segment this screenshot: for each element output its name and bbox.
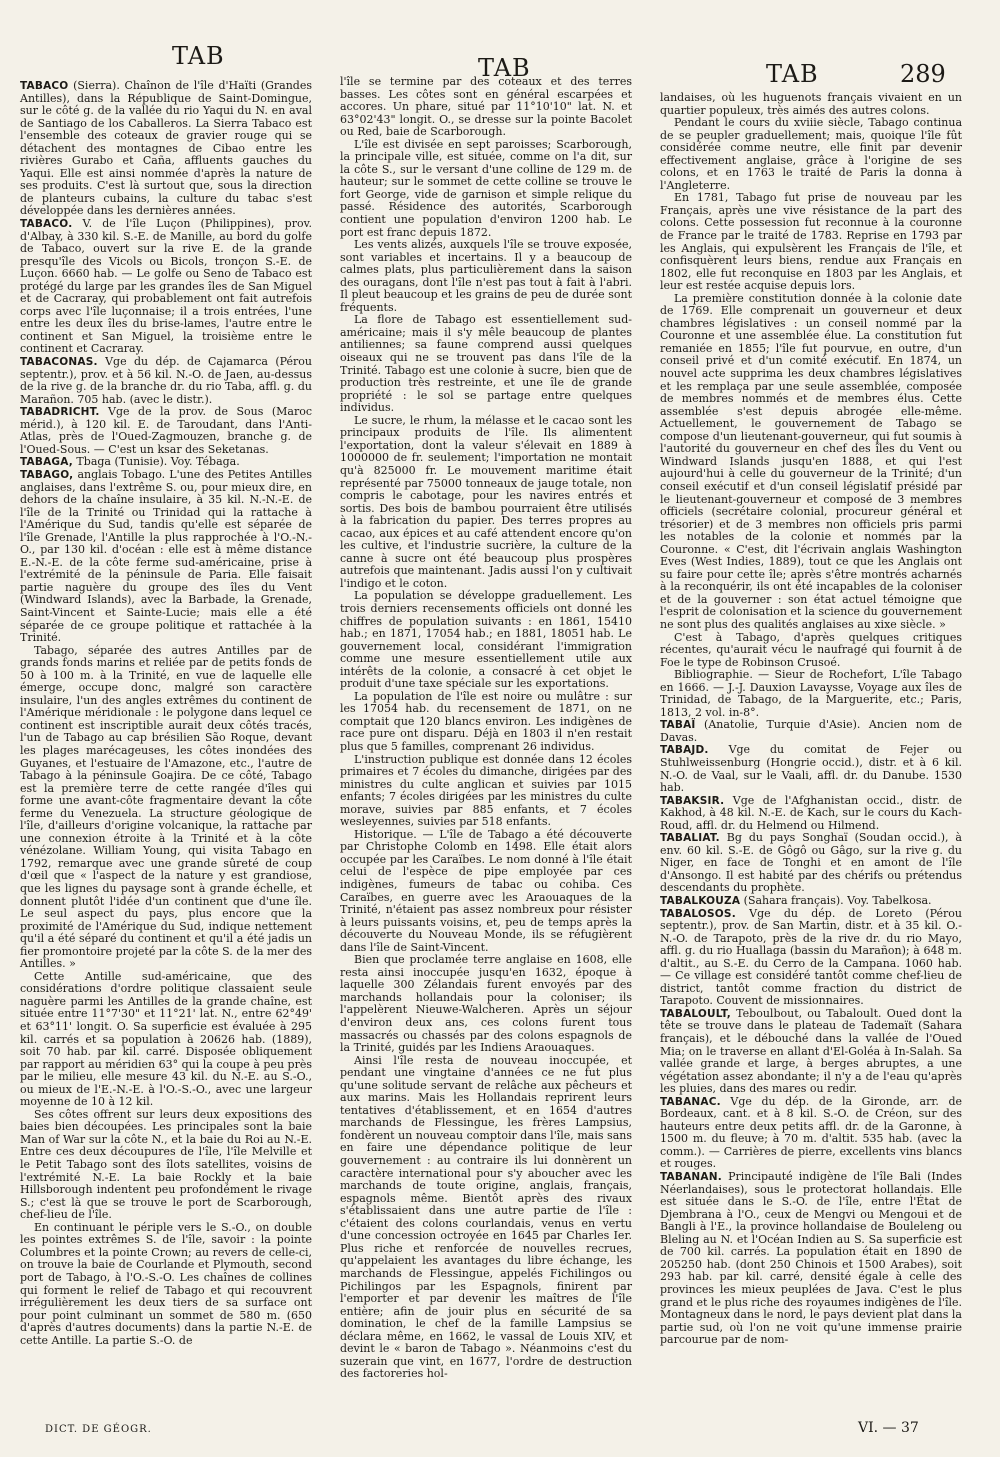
entry-headword: TABALKOUZA (660, 895, 741, 907)
entry-text: Vge du dép. de Loreto (Pérou septentr.), prov. de San Martin, distr. et à 35 kil. O.-N.-O. de Tarapoto, près de la rive dr. du rio Mayo, affl. g. du rio Huallaga (bassin du Marañon); à 648 m. d'altit., au S.-E. du Cerro de la Campana. 1060 hab. — Ce village est considéré tantôt comme chef-lieu de district, tantôt comme fraction du district de Tarapoto. Couvent de missionnaires. (660, 906, 962, 1008)
continued-paragraph: landaises, où les huguenots français vivaient en un quartier populeux, très aimés des autres colons. (660, 91, 962, 117)
entry-text: Teboulbout, ou Tabaloult. Oued dont la tête se trouve dans le plateau de Tademaït (Sahara français), et le débouché dans la vallée de l'Oued Mia; on le traverse en allant d'El-Goléa à In-Salah. Sa vallée grande et large, à berges abruptes, a une végétation assez abondante; il n'y a de l'eau qu'après les pluies, dans des mares ou redir. (660, 1006, 962, 1096)
entry-text: (Anatolie, Turquie d'Asie). Ancien nom de Davas. (660, 718, 962, 744)
paragraph: Bien que proclamée terre anglaise en 1608, elle resta ainsi inoccupée jusqu'en 1632, époque à laquelle 300 Zélandais furent envoyés par des marchands hollandais pour la coloniser; ils l'appelèrent Nieuwe-Walcheren. Après un séjour d'environ deux ans, ces colons furent tous massacrés ou chassés par des colons espagnols de la Trinité, guidés par les Indiens Araouaques. (340, 953, 632, 1055)
entry-text: (Sahara français). Voy. Tabelkosa. (740, 894, 932, 907)
entry-headword: TABAJD. (660, 744, 709, 757)
entry-headword: TABAGA, (20, 456, 73, 469)
running-head-right: TAB (766, 60, 819, 88)
entry-headword: TABADRICHT. (20, 406, 100, 419)
paragraph: La population de l'île est noire ou mulâtre : sur les 17054 hab. du recensement de 1871, on ne comptait que 120 blancs environ. Les indigènes de race pure ont disparu. Déjà en 1803 il n'en restait plus que 5 familles, comprenant 26 individus. (340, 689, 632, 753)
paragraph: La population se développe graduellement. Les trois derniers recensements officiels ont donné les chiffres de population suivants : en 1861, 15410 hab.; en 1871, 17054 hab.; en 1881, 18051 hab. Le gouvernement local, considérant l'immigration comme une mesure essentiellement utile aux intérêts de la colonie, a consacré à cet objet le produit d'une taxe spéciale sur les exportations. (340, 589, 632, 691)
continued-paragraph: l'île se termine par des coteaux et des terres basses. Les côtes sont en général escarpées et accores. Un phare, situé par 11°10'10" lat. N. et 63°02'43" longit. O., se dresse sur la pointe Bacolet ou Red, baie de Scarborough. (340, 75, 632, 139)
paragraph: Le sucre, le rhum, la mélasse et le cacao sont les principaux produits de l'île. Ils alimentent l'exportation, dont la valeur s'élevait en 1889 à 1000000 de fr. seulement; l'importation ne montait qu'à 825000 fr. Le mouvement maritime était représenté par 75000 tonneaux de jauge totale, non compris le cabotage, pour les navires entrés et sortis. Des bois de bambou pourraient être utilisés à la fabrication du papier. Des terres propres au cacao, aux épices et au café attendent encore qu'on les cultive, et l'industrie sucrière, la culture de la canne à sucre ont été beaucoup plus prospères autrefois que maintenant. Jadis aussi l'on y cultivait l'indigo et le coton. (340, 413, 632, 590)
dictionary-entry (660, 795, 962, 833)
paragraph: Bibliographie. — Sieur de Rochefort, L'île Tabago en 1666. — J.-J. Dauxion Lavaysse, Voyage aux îles de Trinidad, de Tabago, de la Marguerite, etc.; Paris, 1813, 2 vol. in-8°. (660, 668, 962, 719)
paragraph: Ainsi l'île resta de nouveau inoccupée, et pendant une vingtaine d'années ce ne fut plus qu'une solitude servant de relâche aux pêcheurs et aux marins. Mais les Hollandais reprirent leurs tentatives d'établissement, et en 1654 d'autres marchands de Flessingue, les frères Lampsius, fondèrent un nouveau comptoir dans l'île, mais sans en faire une dépendance politique de leur gouvernement : au contraire ils lui donnèrent un caractère international pour s'y aboucher avec les marchands de toute origine, anglais, français, espagnols même. Bientôt après des rivaux s'établissaient dans une autre partie de l'île : c'étaient des colons courlandais, venus en vertu d'une concession octroyée en 1645 par Charles Ier. Plus riche et renforcée de nouvelles recrues, qu'appelaient les avantages du libre échange, les marchands de Flessingue, appelés Fichilingos ou Pichilingos par les Espagnols, finirent par l'emporter et par devenir les maîtres de l'île entière; afin de jouir plus en sécurité de sa domination, le chef de la famille Lampsius se déclara même, en 1662, le vassal de Louis XIV, et devint le « baron de Tabago ». Néanmoins c'est du suzerain que vint, en 1677, l'ordre de destruction des factoreries hol- (340, 1053, 632, 1381)
paragraph: L'île est divisée en sept paroisses; Scarborough, la principale ville, est située, comme on l'a dit, sur la côte S., sur le versant d'une colline de 129 m. de hauteur; sur le sommet de cette colline se trouve le fort George, vide de garnison et simple relique du passé. Résidence des autorités, Scarborough contient une population d'environ 1200 hab. Le port est franc depuis 1872. (340, 137, 632, 239)
paragraph: C'est à Tabago, d'après quelques critiques récentes, qu'aurait vécu le naufragé qui fournit à de Foe le type de Robinson Crusoé. (660, 630, 962, 669)
entry-text: Vge du dép. de la Gironde, arr. de Bordeaux, cant. et à 8 kil. S.-O. de Créon, sur des hauteurs entre deux petits affl. dr. de la Garonne, à 1500 m. du fleuve; à 70 m. d'altit. 535 hab. (avec la comm.). — Carrières de pierre, excellents vins blancs et rouges. (660, 1094, 962, 1171)
entry-headword: TABANAN. (660, 1171, 722, 1184)
paragraph: La première constitution donnée à la colonie date de 1769. Elle comprenait un gouverneur et deux chambres législatives : un conseil nommé par la Couronne et une assemblée élue. La constitution fut remaniée en 1855; l'île fut pourvue, en outre, d'un conseil privé et d'un comité exécutif. En 1874, un nouvel acte supprima les deux chambres législatives et les remplaça par une seule assemblée, composée de membres nommés et de membres élus. Cette assemblée s'est depuis abrogée elle-même. Actuellement, le gouvernement de Tabago se compose d'un lieutenant-gouverneur, qui fut soumis à l'autorité du gouverneur en chef des îles du Vent ou Windward Islands jusqu'en 1888, et qui l'est aujourd'hui à celle du gouverneur de la Trinité; d'un conseil exécutif et d'un conseil législatif présidé par le lieutenant-gouverneur et composé de 3 membres officiels (secrétaire colonial, procureur général et trésorier) et de 3 membres non officiels pris parmi les notables de la colonie et nommés par la Couronne. « C'est, dit l'écrivain anglais Washington Eves (West Indies, 1889), tout ce que les Anglais ont su faire pour cette île; après s'être montrés acharnés à la reconquérir, ils ont été incapables de la coloniser et de la gouverner : son état actuel témoigne que l'esprit de colonisation et la science du gouvernement ne sont plus des qualités anglaises au xixe siècle. » (660, 291, 962, 631)
entry-headword: TABALOSOS. (660, 907, 736, 920)
entry-text: Vge de la prov. de Sous (Maroc mérid.), à 120 kil. E. de Taroudant, dans l'Anti-Atlas, près de l'Oued-Zagmouzen, branche g. de l'Oued-Sous. — C'est un ksar des Seketanas. (20, 405, 312, 456)
entry-headword: TABACO (20, 80, 69, 92)
entry-headword: TABAÏ (660, 719, 696, 732)
dictionary-entry (20, 80, 312, 218)
dictionary-entry (660, 1008, 962, 1096)
paragraph: En 1781, Tabago fut prise de nouveau par les Français, après une vive résistance de la part des colons. Cette possession fut reconnue à la couronne de France par le traité de 1783. Reprise en 1793 par les Anglais, qui expulsèrent les Français de l'île, et confisquèrent leurs biens, rendue aux Français en 1802, elle fut reconquise en 1803 par les Anglais, et leur est restée acquise depuis lors. (660, 191, 962, 293)
dictionary-entry (660, 832, 962, 895)
entry-headword: TABACONAS. (20, 356, 98, 369)
paragraph: Ses côtes offrent sur leurs deux expositions des baies bien découpées. Les principales sont la baie Man of War sur la côte N., et la baie du Roi au N.-E. Entre ces deux découpures de l'île, l'île Melville et le Petit Tabago sont des îlots satellites, voisins de l'extrémité N.-E. La baie Rockly et la baie Hillsborough indentent peu profondément le rivage S.; c'est là que se trouve le port de Scarborough, chef-lieu de l'île. (20, 1107, 312, 1222)
entry-text: Tbaga (Tunisie). Voy. Tébaga. (72, 455, 240, 469)
paragraph: Cette Antille sud-américaine, que des considérations d'ordre politique classaient seule naguère parmi les Antilles de la grande chaîne, est située entre 11°7'30" et 11°21' lat. N., entre 62°49' et 63°11' longit. O. Sa superficie est évaluée à 295 kil. carrés et sa population à 20626 hab. (1889), soit 70 hab. par kil. carré. Disposée obliquement par rapport au méridien 63° qui la coupe à peu près par le milieu, elle mesure 43 kil. du N.-E. au S.-O., ou mieux de l'E.-N.-E. à l'O.-S.-O., avec une largeur moyenne de 10 à 12 kil. (20, 969, 312, 1109)
entry-text: Vge du comitat de Fejer ou Stuhlweissenburg (Hongrie occid.), distr. et à 6 kil. N.-O. de Vaal, sur le Vaali, affl. dr. du Danube. 1530 hab. (660, 743, 962, 795)
dictionary-entry (660, 1096, 962, 1171)
paragraph: Les vents alizés, auxquels l'île se trouve exposée, sont variables et incertains. Il y a beaucoup de calmes plats, plus particulièrement dans la saison des ouragans, dont l'île n'est pas tout à fait à l'abri. Il pleut beaucoup et les grains de peu de durée sont fréquents. (340, 238, 632, 314)
dictionary-entry (660, 908, 962, 1008)
running-head-left: TAB (172, 42, 225, 70)
dictionary-entry (20, 406, 312, 456)
entry-headword: TABALIAT. (660, 832, 720, 845)
paragraph: La flore de Tabago est essentiellement sud-américaine; mais il s'y mêle beaucoup de plantes antiliennes; sa faune comprend aussi quelques oiseaux qui ne se trouvent pas dans l'île de la Trinité. Tabago est une colonie à sucre, bien que de production très restreinte, et une île de grande propriété : le sol se partage entre quelques individus. (340, 313, 632, 415)
entry-headword: TABALOULT, (660, 1007, 731, 1020)
dictionary-entry (660, 719, 962, 744)
entry-text: Principauté indigène de l'île Bali (Indes Néerlandaises), sous le protectorat hollandais. Elle est située dans le S.-O. de l'île, entre l'État de Djembrana à l'O., ceux de Mengvi ou Mengoui et de Bangli à l'E., la province hollandaise de Bouleleng ou Bleling au N. et l'Océan Indien au S. Sa superficie est de 700 kil. carrés. La population était en 1890 de 205250 hab. (dont 250 Chinois et 1500 Arabes), soit 293 hab. par kil. carré, densité égale à celle des provinces les mieux peuplées de Java. C'est le plus grand et le plus riche des royaumes indigènes de l'île. Montagneux dans le nord, le pays devient plat dans la partie sud, où l'on ne voit qu'une immense prairie parcourue par de nom- (660, 1170, 962, 1347)
paragraph: En continuant le périple vers le S.-O., on double les pointes extrêmes S. de l'île, savoir : la pointe Columbres et la pointe Crown; au revers de celle-ci, on trouve la baie de Courlande et Plymouth, second port de Tabago, à l'O.-S.-O. Les chaînes de collines qui forment le relief de Tabago et qui recouvrent irrégulièrement les deux tiers de sa surface ont pour point culminant un sommet de 580 m. (650 d'après d'autres documents) dans la partie N.-E. de cette Antille. La partie S.-O. de (20, 1220, 312, 1347)
entry-text: Vge de l'Afghanistan occid., distr. de Kakhod, à 48 kil. N.-E. de Kach, sur le cours du Kach-Roud, affl. dr. du Helmend ou Hilmend. (660, 793, 962, 832)
footer-signature: DICT. DE GÉOGR. (45, 1424, 152, 1435)
paragraph: Tabago, séparée des autres Antilles par de grands fonds marins et reliée par de petits fonds de 50 à 100 m. à la Trinité, en vue de laquelle elle émerge, occupe donc, malgré son caractère insulaire, l'un des angles extrêmes du continent de l'Amérique méridionale : le polygone dans lequel ce continent est inscriptible aurait deux côtés tracés, l'un de Tabago au cap brésilien São Roque, devant les plages marécageuses, les côtes inondées des Guyanes, et l'estuaire de l'Amazone, etc., l'autre de Tabago à la péninsule Goajira. De ce côté, Tabago est la première terre de cette rangée d'îles qui forme une avant-côte fragmentaire devant la côte ferme du Venezuela. La structure géologique de l'île, d'ailleurs d'origine volcanique, la rattache par une connexion étroite à la Trinité et à la côte vénézolane. William Young, qui visita Tabago en 1792, remarque avec une grande sûreté de coup d'œil que « l'aspect de la nature y est grandiose, que les lignes du paysage sont à grande échelle, et donnent plutôt l'idée d'un continent que d'une île. Le seul aspect du pays, plus encore que la proximité de l'Amérique du Sud, indique nettement qu'il a été séparé du continent et qu'il a été jadis un fier promontoire projeté par la côte S. de la mer des Antilles. » (20, 643, 312, 971)
entry-text: (Sierra). Chaînon de l'île d'Haïti (Grandes Antilles), dans la République de Saint-Domingue, sur le côté g. de la vallée du rio Yaqui du N. en aval de Santiago de los Caballeros. La Sierra Tabaco est l'ensemble des coteaux de gravier rouge qui se détachent des montagnes de Cibao entre les rivières Gurabo et Caña, affluents gauches du Yaqui. Elle est ainsi nommée d'après la nature de ses produits. C'est là surtout que, sous la direction de planteurs cubains, la culture du tabac s'est développée dans les dernières années. (20, 79, 312, 218)
dictionary-entry (20, 469, 312, 645)
entry-text: Bg du pays Songhaï (Soudan occid.), à env. 60 kil. S.-E. de Gôgô ou Gâgo, sur la rive g. du Niger, en face de Tonghi et en amont de l'île d'Ansongo. Il est habité par des chérifs ou prétendus descendants du prophète. (660, 831, 962, 895)
dictionary-entry (20, 218, 312, 356)
entry-text: anglais Tobago. L'une des Petites Antilles anglaises, dans l'extrême S. ou, pour mieux dire, en dehors de la chaîne insulaire, à 35 kil. N.-N.-E. de l'île de la Trinité ou Trinidad qui la rattache à l'Amérique du Sud, tandis qu'elle est séparée de l'île Grenade, l'Antille la plus rapprochée à l'O.-N.-O., par 130 kil. d'océan : elle est à même distance E.-N.-E. de la côte ferme sud-américaine, prise à l'extrémité de la péninsule de Paria. Elle faisait partie naguère du groupe des îles du Vent (Windward Islands), avec la Barbade, la Grenade, Saint-Vincent et Sainte-Lucie; mais elle a été séparée de ce groupe politique et rattachée à la Trinité. (20, 467, 312, 645)
entry-headword: TABANAC. (660, 1095, 721, 1108)
entry-headword: TABACO. (20, 218, 73, 231)
dictionary-entry (660, 744, 962, 794)
dictionary-entry (20, 356, 312, 406)
page-footer (0, 1420, 1000, 1444)
footer-volume: VI. — 37 (858, 1420, 919, 1436)
column-right (660, 92, 962, 1347)
entry-text: V. de l'île Luçon (Philippines), prov. d'Albay, à 330 kil. S.-E. de Manille, au bord du golfe de Tabaco, ouvert sur la rive E. de la grande presqu'île des Vicols ou Bicols, tronçon S.-E. de Luçon. 6660 hab. — Le golfe ou Seno de Tabaco est protégé du large par les grandes îles de San Miguel et de Cacraray, qui probablement ont fait autrefois corps avec l'île luçonnaise; il a trois entrées, l'une entre les deux îles du brise-lames, l'autre entre le continent et San Miguel, la troisième entre le continent et Cacraray. (20, 217, 312, 356)
page-number: 289 (900, 60, 946, 88)
column-middle (340, 76, 632, 1381)
entry-headword: TABAKSIR. (660, 794, 725, 807)
entry-headword: TABAGO, (20, 468, 74, 481)
paragraph: Pendant le cours du xviiie siècle, Tabago continua de se peupler graduellement; mais, quoique l'île fût considérée comme neutre, elle finit par devenir effectivement anglaise, grâce à l'origine de ses colons, et en 1763 le traité de Paris la donna à l'Angleterre. (660, 116, 962, 192)
paragraph: L'instruction publique est donnée dans 12 écoles primaires et 7 écoles du dimanche, dirigées par des ministres du culte anglican et suivies par 1015 enfants; 7 écoles dirigées par les ministres du culte morave, suivies par 885 enfants, et 7 écoles wesleyennes, suivies par 518 enfants. (340, 752, 632, 829)
running-head-middle: TAB (478, 54, 531, 82)
dictionary-entry (660, 1171, 962, 1347)
paragraph: Historique. — L'île de Tabago a été découverte par Christophe Colomb en 1498. Elle était alors occupée par les Caraïbes. Le nom donné à l'île était celui de l'espèce de pipe employée par ces indigènes, fumeurs de tabac ou cohiba. Ces Caraïbes, en guerre avec les Araouaques de la Trinité, n'étaient pas assez nombreux pour résister à leurs puissants voisins, et, peu de temps après la découverte du Nouveau Monde, ils se réfugièrent dans l'île de Saint-Vincent. (340, 827, 632, 954)
entry-text: Vge du dép. de Cajamarca (Pérou septentr.), prov. et à 56 kil. N.-O. de Jaen, au-dessus de la rive g. de la branche dr. du rio Taba, affl. g. du Marañon. 705 hab. (avec le distr.). (20, 355, 312, 406)
column-left (20, 80, 312, 1347)
